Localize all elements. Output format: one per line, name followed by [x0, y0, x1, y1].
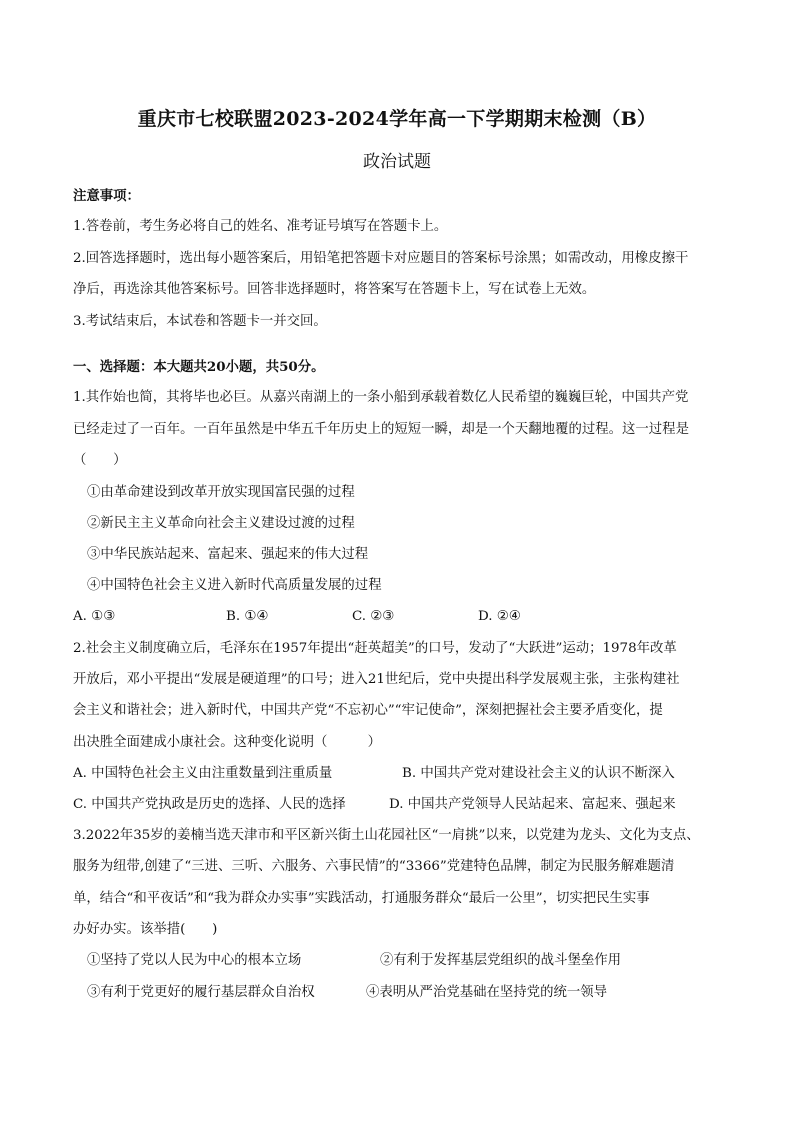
- page-title: 重庆市七校联盟2023-2024学年高一下学期期末检测（B）: [137, 108, 657, 130]
- q3-statement: ②有利于发挥基层党组织的战斗堡垒作用: [380, 953, 622, 968]
- q2-stem-line: 出决胜全面建成小康社会。这种变化说明（ ）: [73, 735, 381, 750]
- notice-heading: 注意事项：: [73, 188, 140, 204]
- q1-statement: ①由革命建设到改革开放实现国富民强的过程: [87, 485, 355, 500]
- q3-stem-line: 单，结合“和平夜话”和“我为群众办实事”实践活动，打通服务群众“最后一公里”，切实把民生实事: [73, 891, 650, 906]
- q3-stem-line: 3.2022年35岁的姜楠当选天津市和平区新兴街土山花园社区“一肩挑”以来，以党建为龙头、文化为支点、: [73, 828, 700, 843]
- q3-statement: ④表明从严治党基础在坚持党的统一领导: [366, 985, 608, 1000]
- q3-statement: ①坚持了党以人民为中心的根本立场: [87, 953, 302, 968]
- notice-item: 净后，再选涂其他答案标号。回答非选择题时，将答案写在答题卡上，写在试卷上无效。: [73, 282, 596, 297]
- q2-option-b: B. 中国共产党对建设社会主义的认识不断深入: [402, 766, 675, 781]
- q3-stem-line: 服务为纽带,创建了“三进、三听、六服务、六事民情”的“3366”党建特色品牌，制定为民服务解难题清: [73, 859, 675, 874]
- q1-option-b: B. ①④: [226, 609, 269, 624]
- q2-option-c: C. 中国共产党执政是历史的选择、人民的选择: [73, 797, 346, 812]
- q3-statement: ③有利于党更好的履行基层群众自治权: [87, 985, 315, 1000]
- q1-option-d: D. ②④: [478, 609, 521, 624]
- q1-option-a: A. ①③: [73, 609, 116, 624]
- notice-item: 2.回答选择题时，选出每小题答案后，用铅笔把答题卡对应题目的答案标号涂黑；如需改动，用橡皮擦干: [73, 251, 689, 266]
- section-heading: 一、选择题：本大题共20小题，共50分。: [73, 359, 325, 375]
- q3-stem-line: 办好办实。该举措( ): [73, 922, 218, 937]
- q1-stem-line: （ ）: [73, 453, 127, 468]
- q1-statement: ③中华民族站起来、富起来、强起来的伟大过程: [87, 547, 369, 562]
- q2-option-a: A. 中国特色社会主义由注重数量到注重质量: [73, 766, 333, 781]
- q2-option-d: D. 中国共产党领导人民站起来、富起来、强起来: [389, 797, 676, 812]
- q1-option-c: C. ②③: [352, 609, 395, 624]
- q1-stem-line: 已经走过了一百年。一百年虽然是中华五千年历史上的短短一瞬，却是一个天翻地覆的过程。这一过程是: [73, 422, 689, 437]
- page-subtitle: 政治试题: [363, 152, 431, 172]
- q2-stem-line: 会主义和谐社会；进入新时代，中国共产党“不忘初心”“牢记使命”，深刻把握社会主要矛盾变化，提: [73, 703, 663, 718]
- q1-statement: ②新民主主义革命向社会主义建设过渡的过程: [87, 516, 355, 531]
- q1-stem-line: 1.其作始也简，其将毕也必巨。从嘉兴南湖上的一条小船到承载着数亿人民希望的巍巍巨轮，中国共产党: [73, 390, 689, 405]
- notice-item: 1.答卷前，考生务必将自己的姓名、准考证号填写在答题卡上。: [73, 219, 448, 234]
- q1-statement: ④中国特色社会主义进入新时代高质量发展的过程: [87, 578, 382, 593]
- q2-stem-line: 开放后，邓小平提出“发展是硬道理”的口号；进入21世纪后，党中央提出科学发展观主张，主张构建社: [73, 672, 680, 687]
- q2-stem-line: 2.社会主义制度确立后，毛泽东在1957年提出“赶英超美”的口号，发动了“大跃进”运动；1978年改革: [73, 641, 677, 656]
- notice-item: 3.考试结束后，本试卷和答题卡一并交回。: [73, 314, 327, 329]
